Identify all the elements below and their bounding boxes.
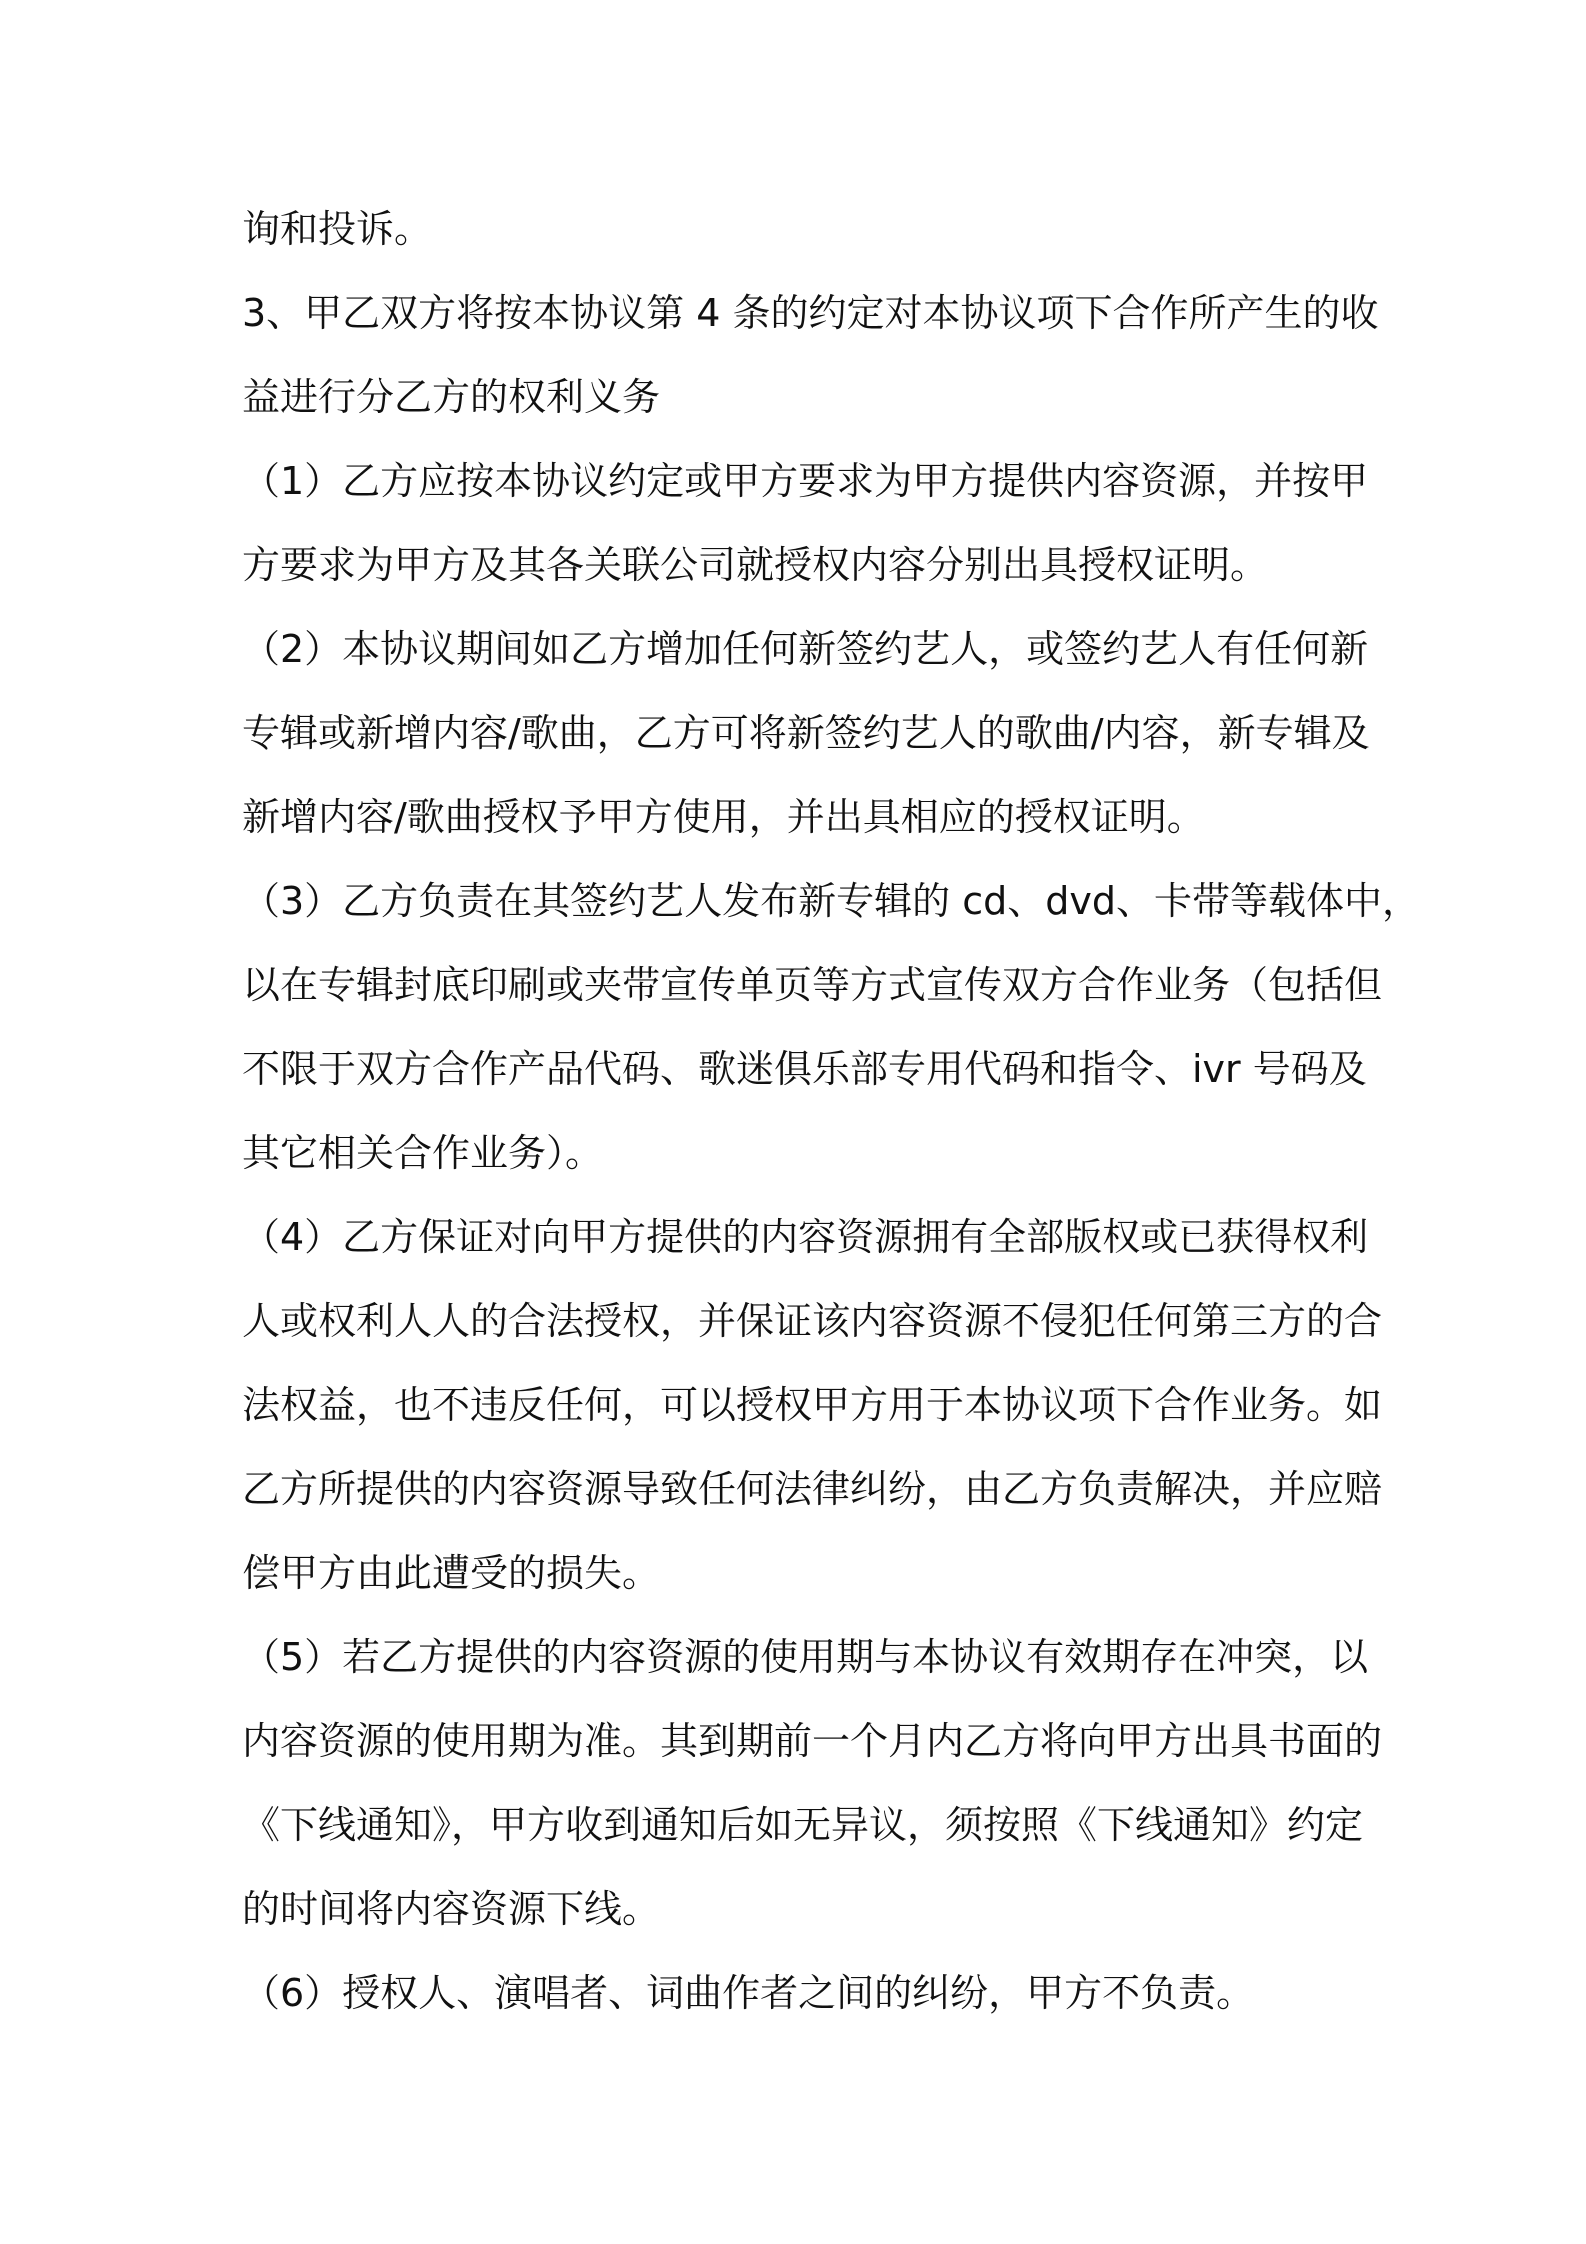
text-line: 以在专辑封底印刷或夹带宣传单页等方式宣传双方合作业务（包括但	[242, 963, 1383, 1007]
text-line: 内容资源的使用期为准。其到期前一个月内乙方将向甲方出具书面的	[242, 1719, 1383, 1763]
text-line: 3、甲乙双方将按本协议第 4 条的约定对本协议项下合作所产生的收	[242, 291, 1379, 335]
text-line: 乙方所提供的内容资源导致任何法律纠纷，由乙方负责解决，并应赔	[242, 1467, 1383, 1511]
text-line: 专辑或新增内容/歌曲，乙方可将新签约艺人的歌曲/内容，新专辑及	[242, 711, 1370, 755]
text-line: （1）乙方应按本协议约定或甲方要求为甲方提供内容资源，并按甲	[242, 459, 1369, 503]
text-line: （5）若乙方提供的内容资源的使用期与本协议有效期存在冲突，以	[242, 1635, 1369, 1679]
text-line: （3）乙方负责在其签约艺人发布新专辑的 cd、dvd、卡带等载体中，	[242, 879, 1421, 923]
text-line: 益进行分乙方的权利义务	[242, 375, 661, 419]
text-line: （2）本协议期间如乙方增加任何新签约艺人，或签约艺人有任何新	[242, 627, 1369, 671]
text-line: （6）授权人、演唱者、词曲作者之间的纠纷，甲方不负责。	[242, 1971, 1255, 2015]
text-line: 的时间将内容资源下线。	[242, 1887, 661, 1931]
text-line: 方要求为甲方及其各关联公司就授权内容分别出具授权证明。	[242, 543, 1269, 587]
text-line: 偿甲方由此遭受的损失。	[242, 1551, 661, 1595]
text-line: 《下线通知》，甲方收到通知后如无异议，须按照《下线通知》约定	[242, 1803, 1364, 1847]
document-body	[242, 198, 1421, 2046]
text-line: 其它相关合作业务）。	[242, 1131, 604, 1175]
text-line: 询和投诉。	[242, 207, 433, 251]
text-line: 不限于双方合作产品代码、歌迷俱乐部专用代码和指令、ivr 号码及	[242, 1047, 1367, 1091]
text-line: （4）乙方保证对向甲方提供的内容资源拥有全部版权或已获得权利	[242, 1215, 1369, 1259]
text-line: 人或权利人人的合法授权，并保证该内容资源不侵犯任何第三方的合	[242, 1299, 1383, 1343]
text-line: 法权益，也不违反任何，可以授权甲方用于本协议项下合作业务。如	[242, 1383, 1383, 1427]
text-line: 新增内容/歌曲授权予甲方使用，并出具相应的授权证明。	[242, 795, 1205, 839]
